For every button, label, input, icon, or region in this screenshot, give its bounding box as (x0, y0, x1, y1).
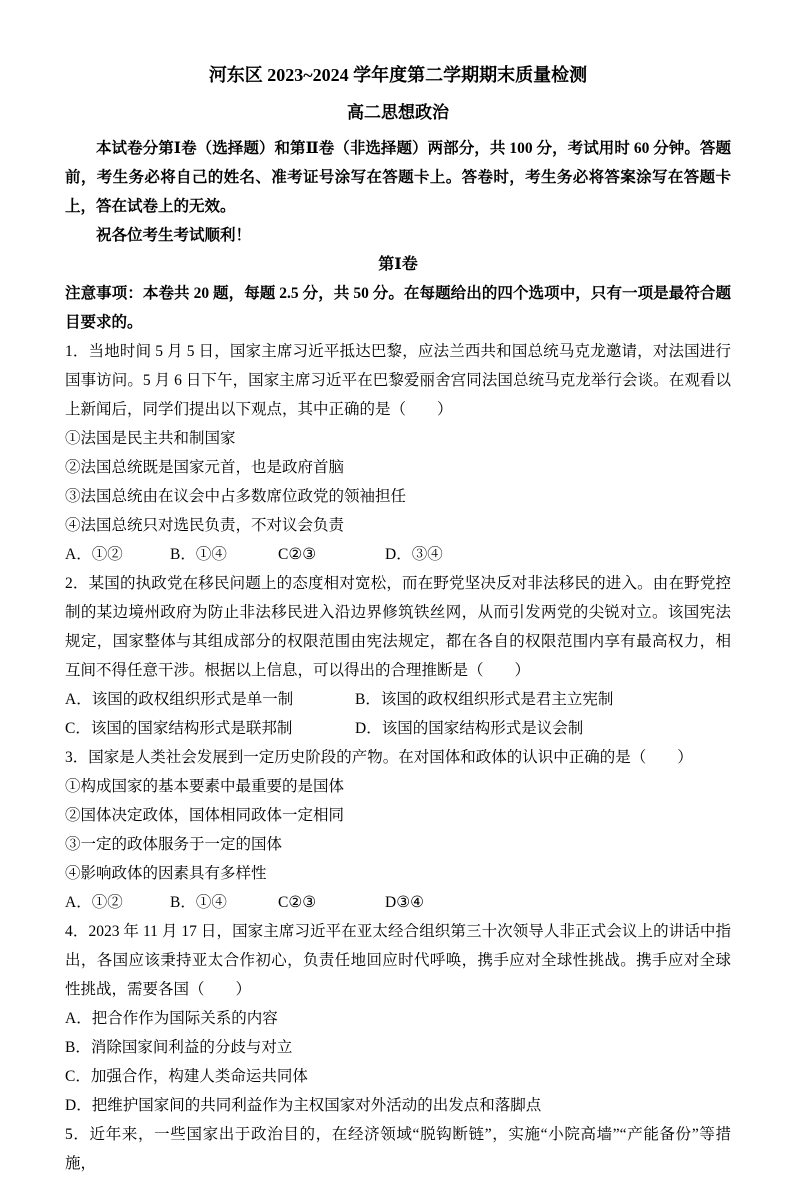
question-1-stem: 1．当地时间 5 月 5 日，国家主席习近平抵达巴黎，应法兰西共和国总统马克龙邀请，对法国进行国事访问。5 月 6 日下午，国家主席习近平在巴黎爱丽舍宫同法国总统马克龙举行会谈。在观看以上新闻后，同学们提出以下观点，其中正确的是（ ） (65, 343, 731, 418)
exam-greeting: 祝各位考生考试顺利！ (96, 227, 252, 244)
question-1-statement-2: ②法国总统既是国家元首，也是政府首脑 (65, 459, 345, 476)
exam-title: 河东区 2023~2024 学年度第二学期期末质量检测 (208, 65, 588, 85)
question-1-statement-1: ①法国是民主共和制国家 (65, 430, 236, 447)
question-3-stem: 3．国家是人类社会发展到一定历史阶段的产物。在对国体和政体的认识中正确的是（ ） (65, 749, 693, 766)
question-2-option-d: D．该国的国家结构形式是议会制 (355, 720, 584, 737)
question-1-statement-4: ④法国总统只对选民负责，不对议会负责 (65, 517, 345, 534)
question-1-option-c: C②③ (278, 546, 317, 563)
question-1-option-d: D．③④ (385, 546, 443, 563)
question-1-option-a: A．①② (65, 546, 123, 563)
question-3-option-c: C②③ (278, 894, 317, 911)
question-2-option-b: B．该国的政权组织形式是君主立宪制 (355, 691, 614, 708)
exam-subject-title: 高二思想政治 (347, 103, 449, 122)
question-2-option-c: C．该国的国家结构形式是联邦制 (65, 720, 293, 737)
exam-instructions: 本试卷分第Ⅰ卷（选择题）和第Ⅱ卷（非选择题）两部分，共 100 分，考试用时 60 分钟。答题前，考生务必将自己的姓名、准考证号涂写在答题卡上。答卷时，考生务必将答案涂写在答题卡上，答在试卷上的无效。 (65, 140, 731, 215)
question-1-option-b: B．①④ (170, 546, 227, 563)
question-3-option-d: D③④ (385, 894, 424, 911)
question-3-statement-3: ③一定的政体服务于一定的国体 (65, 836, 283, 853)
question-1-options (65, 540, 731, 569)
question-2-stem: 2．某国的执政党在移民问题上的态度相对宽松，而在野党坚决反对非法移民的进入。由在野党控制的某边境州政府为防止非法移民进入沿边界修筑铁丝网，从而引发两党的尖锐对立。该国宪法规定，国家整体与其组成部分的权限范围由宪法规定，都在各自的权限范围内享有最高权力，相互间不得任意干涉。根据以上信息，可以得出的合理推断是（ ） (65, 575, 731, 679)
question-2-option-a: A．该国的政权组织形式是单一制 (65, 691, 294, 708)
question-4-stem: 4．2023 年 11 月 17 日，国家主席习近平在亚太经合组织第三十次领导人非正式会议上的讲话中指出，各国应该秉持亚太合作初心，负责任地回应时代呼唤，携手应对全球性挑战。携手应对全球性挑战，需要各国（ ） (65, 923, 731, 998)
question-4-option-d: D．把维护国家间的共同利益作为主权国家对外活动的出发点和落脚点 (65, 1097, 542, 1114)
question-3-option-b: B．①④ (170, 894, 227, 911)
question-2-options (65, 685, 731, 743)
question-3-options (65, 888, 731, 917)
question-4-option-a: A．把合作作为国际关系的内容 (65, 1010, 278, 1027)
question-1-statement-3: ③法国总统由在议会中占多数席位政党的领袖担任 (65, 488, 407, 505)
notice-paragraph: 注意事项：本卷共 20 题，每题 2.5 分，共 50 分。在每题给出的四个选项中，只有一项是最符合题目要求的。 (65, 285, 731, 331)
question-4-option-c: C．加强合作，构建人类命运共同体 (65, 1068, 308, 1085)
question-3 (65, 743, 731, 917)
question-2 (65, 569, 731, 743)
question-5 (65, 1120, 731, 1178)
question-1 (65, 337, 731, 569)
question-4 (65, 917, 731, 1120)
question-3-statement-1: ①构成国家的基本要素中最重要的是国体 (65, 778, 345, 795)
question-3-option-a: A．①② (65, 894, 123, 911)
question-5-stem: 5．近年来，一些国家出于政治目的，在经济领域“脱钩断链”，实施“小院高墙”“产能备份”等措施， (65, 1126, 731, 1172)
question-4-options (65, 1004, 731, 1120)
question-3-statement-4: ④影响政体的因素具有多样性 (65, 865, 267, 882)
section-1-heading: 第Ⅰ卷 (378, 256, 418, 273)
question-4-option-b: B．消除国家间利益的分歧与对立 (65, 1039, 293, 1056)
question-3-statement-2: ②国体决定政体，国体相同政体一定相同 (65, 807, 345, 824)
